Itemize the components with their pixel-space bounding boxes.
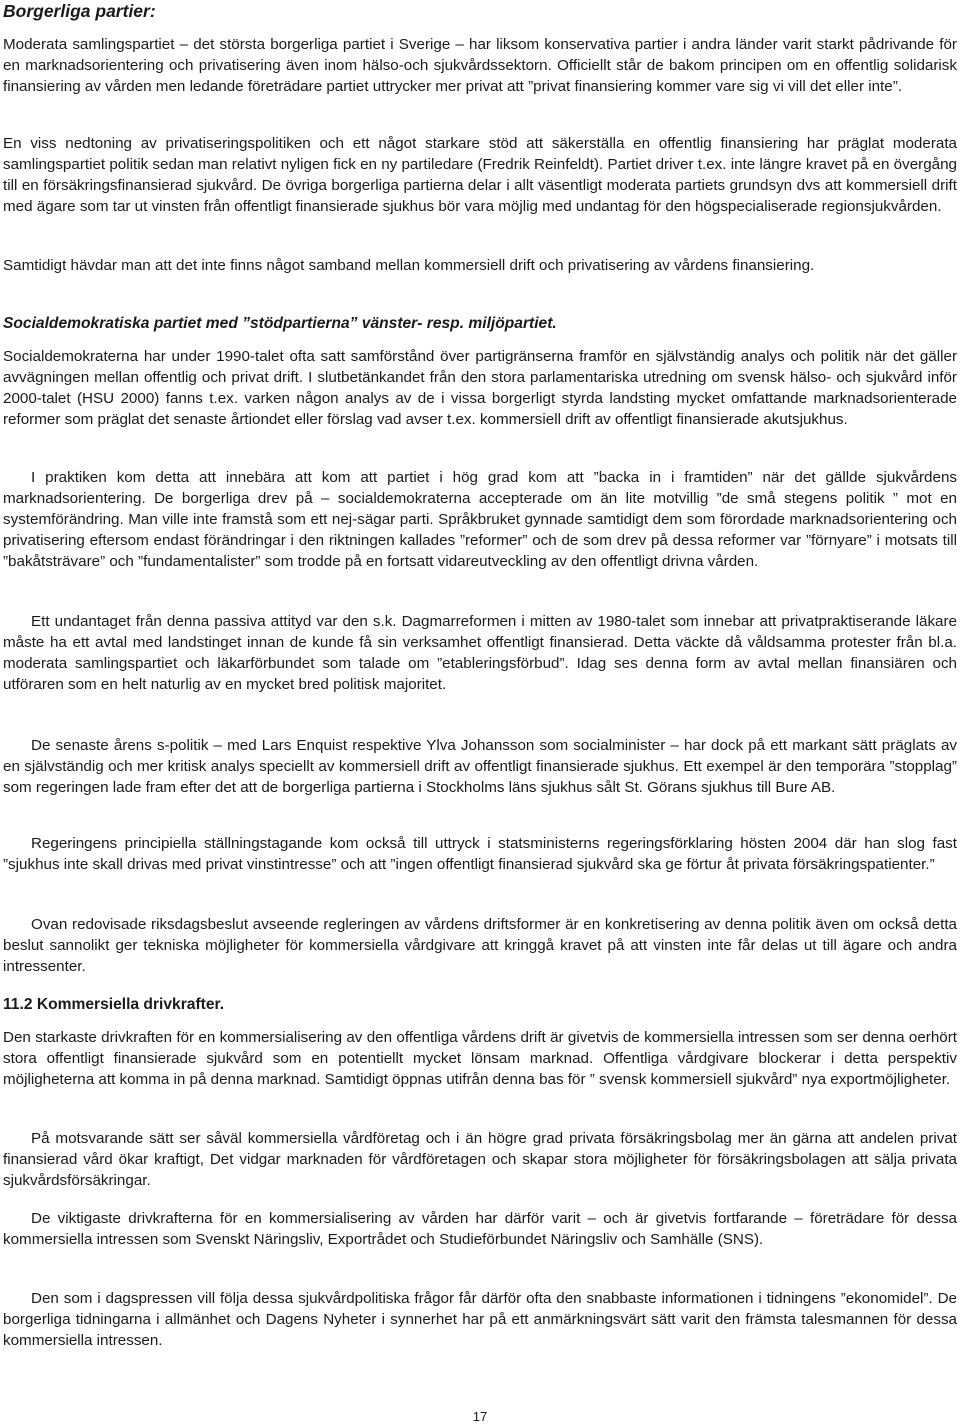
page-number: 17 xyxy=(472,1409,488,1424)
paragraph-dagspressen: Den som i dagspressen vill följa dessa sjukvårdpolitiska frågor får därför ofta den snabbaste informationen i tidningens ”ekonomidel”. De borgerliga tidningarna i allmänhet och Dagens Nyheter i synnerhet har på ett anmärkningsvärt sätt varit den främsta talesmannen för dessa kommersiella intressen. xyxy=(3,1290,957,1349)
paragraph-i-praktiken: I praktiken kom detta att innebära att kom att partiet i hög grad kom att ”backa in i framtiden” när det gällde sjukvårdens marknadsorientering. De borgerliga drev på – socialdemokraterna accepterade om än lite motvillig ”de små stegens politik ” mot en systemförändring. Man ville inte framstå som ett nej-sägar parti. Språkbruket gynnade samtidigt dem som förordade marknadsorientering och privatisering eftersom endast förändringar i den riktningen kallades ”reformer” och de som drev på dessa reformer var ”förnyare” i motsats till ”bakåtsträvare” och ”fundamentalister” som trodde på en fortsatt vidareutveckling av den offentligt drivna vården. xyxy=(3,469,957,570)
paragraph-viktigaste: De viktigaste drivkrafterna för en kommersialisering av vården har därför varit – och är givetvis fortfarande – företrädare för dessa kommersiella intressen som Svenskt Näringsliv, Exportrådet och Studieförbundet Näringsliv och Samhälle (SNS). xyxy=(3,1210,957,1248)
paragraph-motsvarande: På motsvarande sätt ser såväl kommersiella vårdföretag och i än högre grad privata försäkringsbolag mer än gärna att andelen privat finansierad vård ökar kraftigt, Det vidgar marknaden för vårdföretagen och skapar stora möjligheter för försäkringsbolagen att sälja privata sjukvårdsförsäkringar. xyxy=(3,1130,957,1189)
paragraph-regeringens: Regeringens principiella ställningstagande kom också till uttryck i statsministerns regeringsförklaring hösten 2004 där han slog fast ”sjukhus inte skall drivas med privat vinstintresse” och att ”ingen offentligt finansierad sjukvård ska ge förtur åt privata försäkringspatienter.” xyxy=(3,835,957,873)
paragraph-socialdemokraterna: Socialdemokraterna har under 1990-talet ofta satt samförstånd över partigränserna framför en självständig analys och politik när det gäller avvägningen mellan offentlig och privat drift. I slutbetänkandet från den stora parlamentariska utredning om svensk hälso- och sjukvård inför 2000-talet (HSU 2000) fanns t.ex. varken någon analys av de i vissa borgerligt styrda landsting mycket omfattande marknadsorienterade reformer som präglat det senaste årtiondet eller förslag vad avser t.ex. kommersiell drift av offentligt finansierade akutsjukhus. xyxy=(3,348,957,428)
subheading-socialdemokratiska: Socialdemokratiska partiet med ”stödpartierna” vänster- resp. miljöpartiet. xyxy=(3,315,557,332)
paragraph-starkaste-drivkraften: Den starkaste drivkraften för en kommersialisering av den offentliga vårdens drift är givetvis de kommersiella intressen som ser denna oerhört stora offentligt finansierade sjukvård som en potentiellt mycket lönsam marknad. Offentliga vårdgivare blockerar i detta perspektiv möjligheterna att komma in på denna marknad. Samtidigt öppnas utifrån denna bas för ” svensk kommersiell sjukvård” nya exportmöjligheter. xyxy=(3,1029,957,1088)
paragraph-samtidigt: Samtidigt hävdar man att det inte finns något samband mellan kommersiell drift och privatisering av vårdens finansiering. xyxy=(3,257,815,274)
section-heading: Borgerliga partier: xyxy=(3,1,156,21)
paragraph-moderata: Moderata samlingspartiet – det största borgerliga partiet i Sverige – har liksom konservativa partier i andra länder varit starkt pådrivande för en marknadsorientering och privatisering även inom hälso-och sjukvårdssektorn. Officiellt står de bakom principen om en offentlig solidarisk finansiering av vården men ledande företrädare partiet uttrycker mer privat att ”privat finansiering kommer vare sig vi vill det eller inte”. xyxy=(3,36,957,95)
paragraph-dagmarreformen: Ett undantaget från denna passiva attityd var den s.k. Dagmarreformen i mitten av 1980-talet som innebar att privatpraktiserande läkare måste ha ett avtal med landstinget innan de kunde få sin verksamhet offentligt finansierad. Detta väckte då våldsamma protester från bl.a. moderata samlingspartiet och läkarförbundet som talade om ”etableringsförbud”. Idag ses denna form av avtal mellan finansiären och utföraren som en helt naturlig av en mycket bred politisk majoritet. xyxy=(3,613,957,693)
paragraph-nedtoning: En viss nedtoning av privatiseringspolitiken och ett något starkare stöd att säkerställa en offentlig finansiering har präglat moderata samlingspartiet politik sedan man relativt nyligen fick en ny partiledare (Fredrik Reinfeldt). Partiet driver t.ex. inte längre kravet på en övergång till en försäkringsfinansierad sjukvård. De övriga borgerliga partierna delar i allt väsentligt moderata partiets grundsyn dvs att kommersiell drift med ägare som tar ut vinsten från offentligt finansierade sjukhus bör vara möjlig med undantag för den högspecialiserade regionsjukvården. xyxy=(3,135,957,215)
subheading-kommersiella-drivkrafter: 11.2 Kommersiella drivkrafter. xyxy=(3,996,225,1013)
paragraph-senaste-aren: De senaste årens s-politik – med Lars Enquist respektive Ylva Johansson som socialminister – har dock på ett markant sätt präglats av en självständig och mer kritisk analys speciellt av kommersiell drift av offentligt finansierade sjukhus. Ett exempel är den temporära ”stopplag” som regeringen lade fram efter det att de borgerliga partierna i Stockholms läns sjukhus sålt St. Görans sjukhus till Bure AB. xyxy=(3,737,957,796)
paragraph-riksdagsbeslut: Ovan redovisade riksdagsbeslut avseende regleringen av vårdens driftsformer är en konkretisering av denna politik även om också detta beslut sannolikt ger tekniska möjligheter för kommersiella vårdgivare att kringgå kravet på att vinsten inte får delas ut till ägare och andra intressenter. xyxy=(3,916,957,975)
